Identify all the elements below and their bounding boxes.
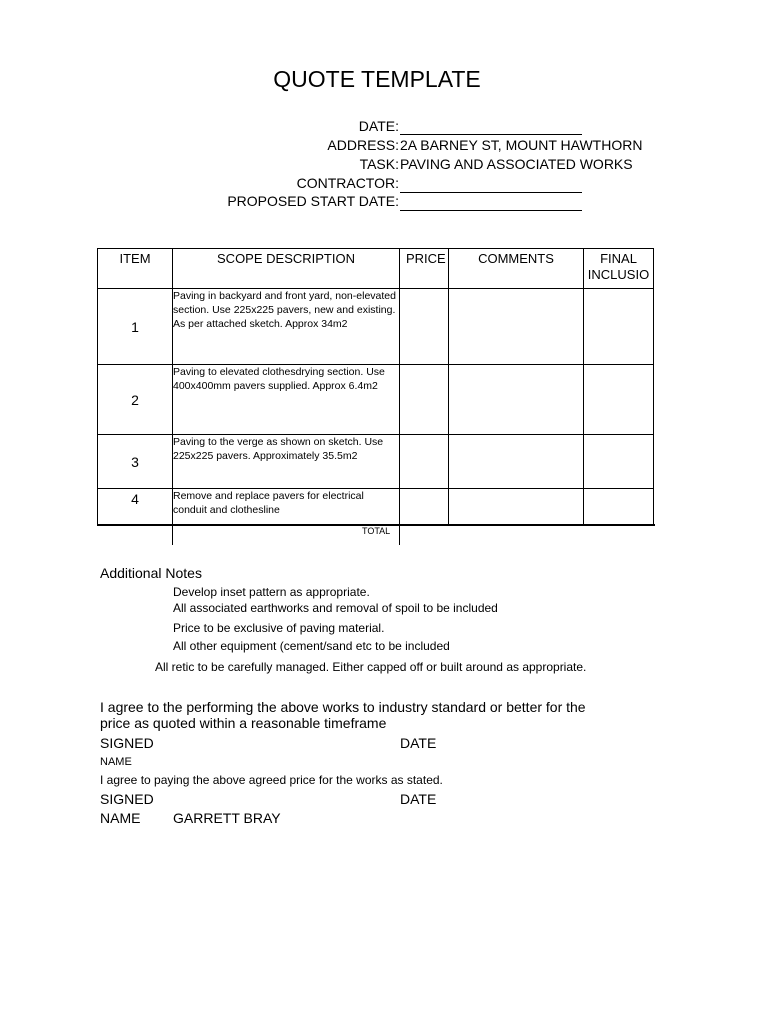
date-signature-label-2: DATE [400,791,437,807]
scope-description: Paving to the verge as shown on sketch. Use 225x225 pavers. Approximately 35.5m2 [173,435,400,489]
column-header-price: PRICE [400,249,449,289]
final-inclusion-cell[interactable] [584,435,654,489]
contractor-statement-line-2: price as quoted within a reasonable timeframe [100,715,387,731]
note-item: All associated earthworks and removal of spoil to be included [173,601,498,615]
date-underline [400,134,582,135]
column-header-scope: SCOPE DESCRIPTION [173,249,400,289]
table-row [98,289,654,365]
item-number: 4 [98,489,173,525]
total-label: TOTAL [362,526,391,536]
item-number: 1 [98,289,173,365]
comments-cell[interactable] [449,289,584,365]
comments-cell[interactable] [449,489,584,525]
comments-cell[interactable] [449,435,584,489]
client-statement: I agree to paying the above agreed price for the works as stated. [100,773,443,787]
task-label: TASK: [359,156,399,172]
total-row-divider-left [172,525,173,545]
name-label: NAME [100,756,132,768]
table-row [98,435,654,489]
item-number: 3 [98,435,173,489]
name-label-2: NAME [100,810,141,826]
additional-notes-heading: Additional Notes [100,565,202,581]
note-item: All retic to be carefully managed. Either capped off or built around as appropriate. [155,660,587,674]
client-name: GARRETT BRAY [173,810,281,826]
final-inclusion-cell[interactable] [584,289,654,365]
table-header-row [98,249,654,289]
scope-description: Paving to elevated clothesdrying section. Use 400x400mm pavers supplied. Approx 6.4m2 [173,365,400,435]
total-row-divider-right [399,525,400,545]
contractor-label: CONTRACTOR: [296,175,399,191]
start-date-label: PROPOSED START DATE: [227,193,399,209]
address-label: ADDRESS: [327,137,399,153]
final-inclusion-cell[interactable] [584,489,654,525]
comments-cell[interactable] [449,365,584,435]
contractor-statement-line-1: I agree to the performing the above works to industry standard or better for the [100,699,586,715]
price-cell[interactable] [400,435,449,489]
task-value: PAVING AND ASSOCIATED WORKS [400,156,633,172]
scope-description: Paving in backyard and front yard, non-elevated section. Use 225x225 pavers, new and existing. As per attached sketch. Approx 34m2 [173,289,400,365]
scope-description: Remove and replace pavers for electrical conduit and clothesline [173,489,400,525]
price-cell[interactable] [400,489,449,525]
price-cell[interactable] [400,365,449,435]
page-title: QUOTE TEMPLATE [273,66,481,92]
quote-table [97,248,654,525]
note-item: Price to be exclusive of paving material. [173,621,385,635]
column-header-comments: COMMENTS [449,249,584,289]
column-header-item: ITEM [98,249,173,289]
signed-label: SIGNED [100,735,154,751]
signed-label-2: SIGNED [100,791,154,807]
table-row [98,489,654,525]
final-inclusion-cell[interactable] [584,365,654,435]
item-number: 2 [98,365,173,435]
table-row [98,365,654,435]
note-item: Develop inset pattern as appropriate. [173,585,370,599]
address-value: 2A BARNEY ST, MOUNT HAWTHORN [400,137,643,153]
date-signature-label: DATE [400,735,437,751]
price-cell[interactable] [400,289,449,365]
date-label: DATE: [358,118,399,134]
start-date-underline [400,210,582,211]
note-item: All other equipment (cement/sand etc to be included [173,639,450,653]
column-header-final-inclusion: FINAL INCLUSIO [584,249,654,289]
contractor-underline [400,192,582,193]
